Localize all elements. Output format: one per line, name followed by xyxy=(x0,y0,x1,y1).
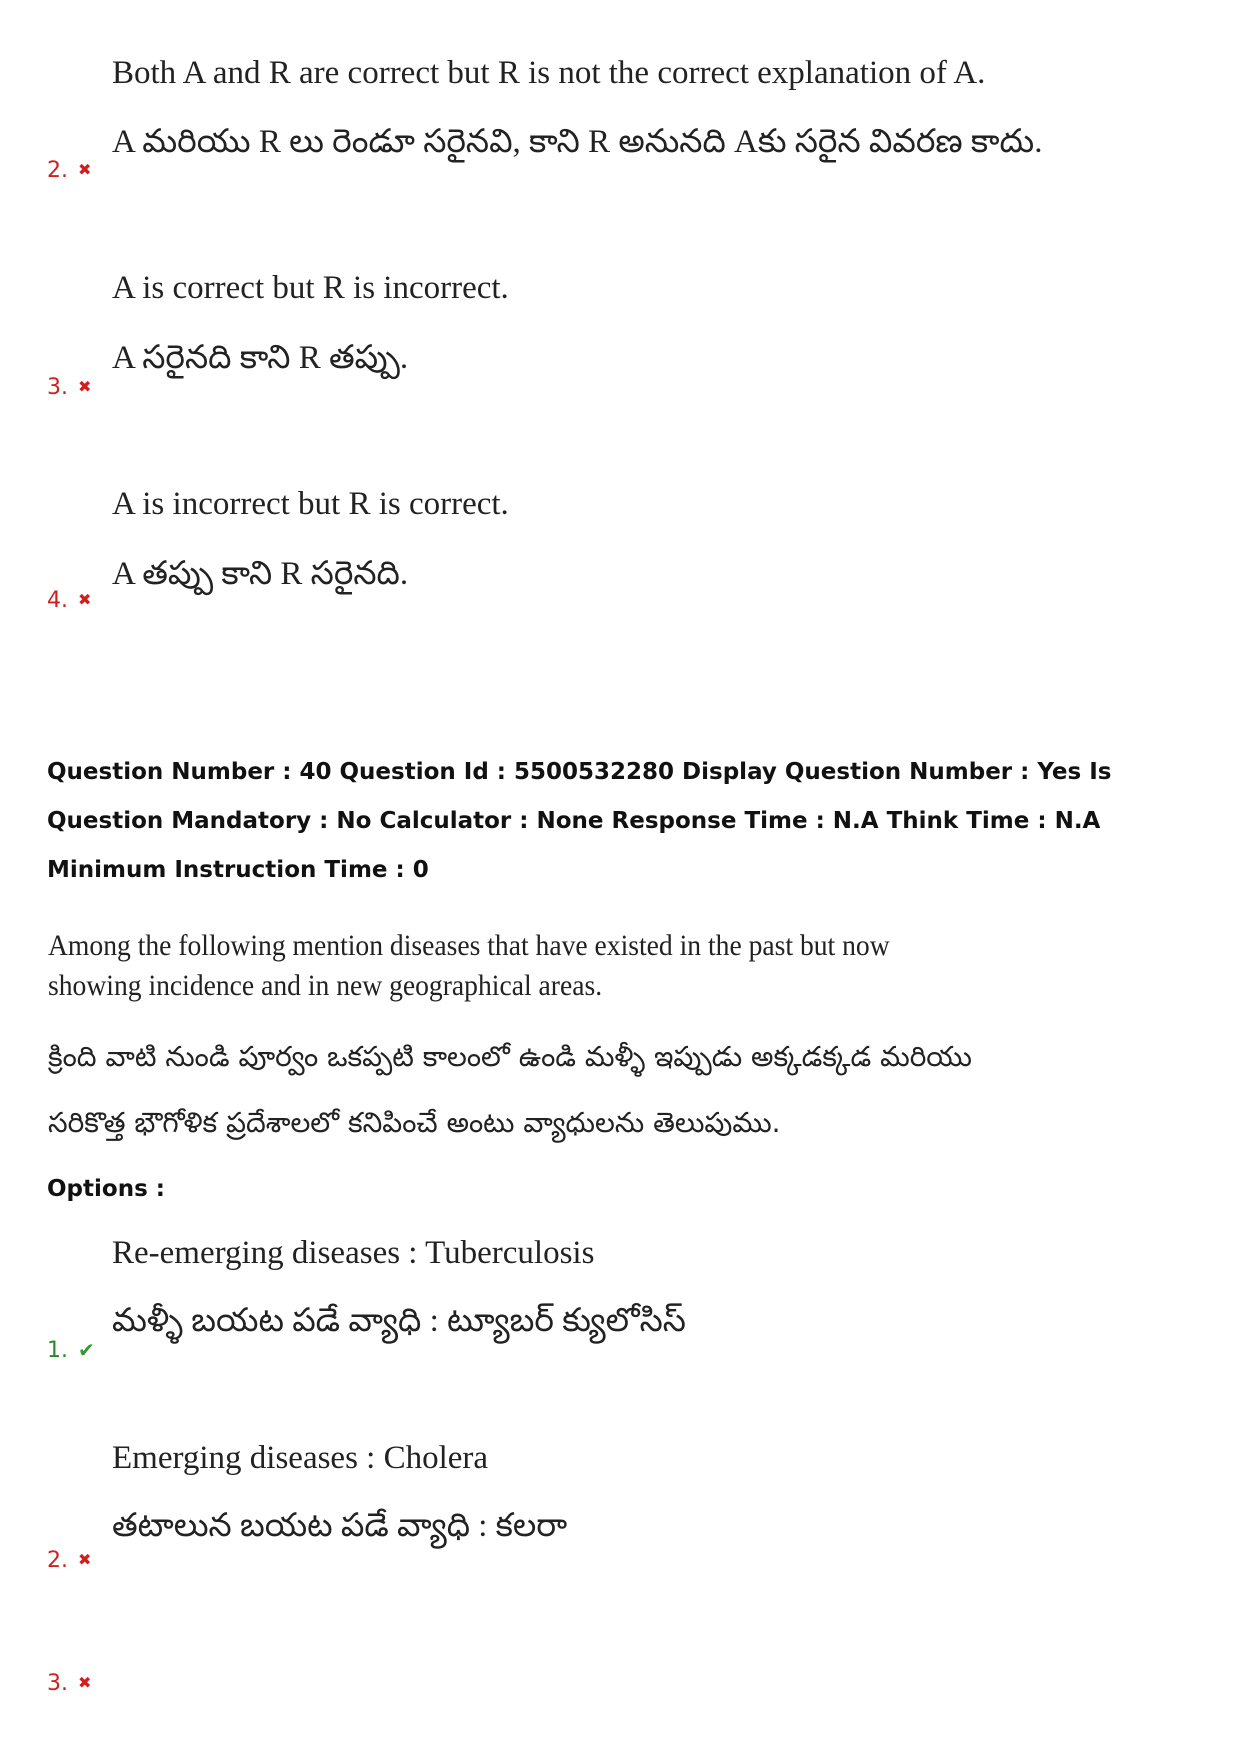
option-number: 1. xyxy=(47,1338,68,1363)
option-text-en: A is incorrect but R is correct. xyxy=(112,486,509,522)
option-text-te: A సరైనది కాని R తప్పు. xyxy=(112,340,409,376)
option-number: 2. xyxy=(47,158,68,183)
check-icon: ✔ xyxy=(78,1338,95,1362)
cross-icon: ✖ xyxy=(78,160,92,179)
option-marker xyxy=(47,590,91,612)
option-text-te: A తప్పు కాని R సరైనది. xyxy=(112,556,409,592)
option-text-te: మళ్ళీ బయట పడే వ్యాధి : ట్యూబర్ క్యులోసిస్ xyxy=(112,1303,686,1339)
option-marker xyxy=(47,1673,91,1695)
option-text-te: A మరియు R లు రెండూ సరైనవి, కాని R అనునది Aకు సరైన వివరణ కాదు. xyxy=(112,124,1043,160)
options-label: Options : xyxy=(47,1176,165,1202)
question-text-en: Among the following mention diseases that have existed in the past but now showing incidence and in new geographical areas. xyxy=(48,929,890,1002)
option-text-en: A is correct but R is incorrect. xyxy=(112,270,509,306)
option-text-te: తటాలున బయట పడే వ్యాధి : కలరా xyxy=(112,1508,568,1544)
option-text-en: Re-emerging diseases : Tuberculosis xyxy=(112,1235,595,1271)
option-marker xyxy=(47,1550,91,1572)
option-marker xyxy=(47,1340,95,1362)
option-text-en: Emerging diseases : Cholera xyxy=(112,1440,489,1476)
question-text-te-line-1: క్రింది వాటి నుండి పూర్వం ఒకప్పటి కాలంలో ఉండి మళ్ళీ ఇప్పుడు అక్కడక్కడ మరియు xyxy=(48,1040,972,1073)
question-meta: Question Number : 40 Question Id : 5500532280 Display Question Number : Yes Is Question Mandatory : No Calculator : None Response Time : N.A Think Time : N.A Minimum Instruction Time : 0 xyxy=(47,759,1112,883)
cross-icon: ✖ xyxy=(78,590,92,609)
option-marker xyxy=(47,160,91,182)
question-text-te-line-2: సరికొత్త భౌగోళిక ప్రదేశాలలో కనిపించే అంటు వ్యాధులను తెలుపుము. xyxy=(48,1106,781,1139)
cross-icon: ✖ xyxy=(78,377,92,396)
cross-icon: ✖ xyxy=(78,1550,92,1569)
option-number: 2. xyxy=(47,1548,68,1573)
cross-icon: ✖ xyxy=(78,1673,92,1692)
option-text-en: Both A and R are correct but R is not the correct explanation of A. xyxy=(112,55,986,91)
option-number: 3. xyxy=(47,375,68,400)
option-number: 3. xyxy=(47,1671,68,1696)
option-number: 4. xyxy=(47,588,68,613)
option-marker xyxy=(47,377,91,399)
